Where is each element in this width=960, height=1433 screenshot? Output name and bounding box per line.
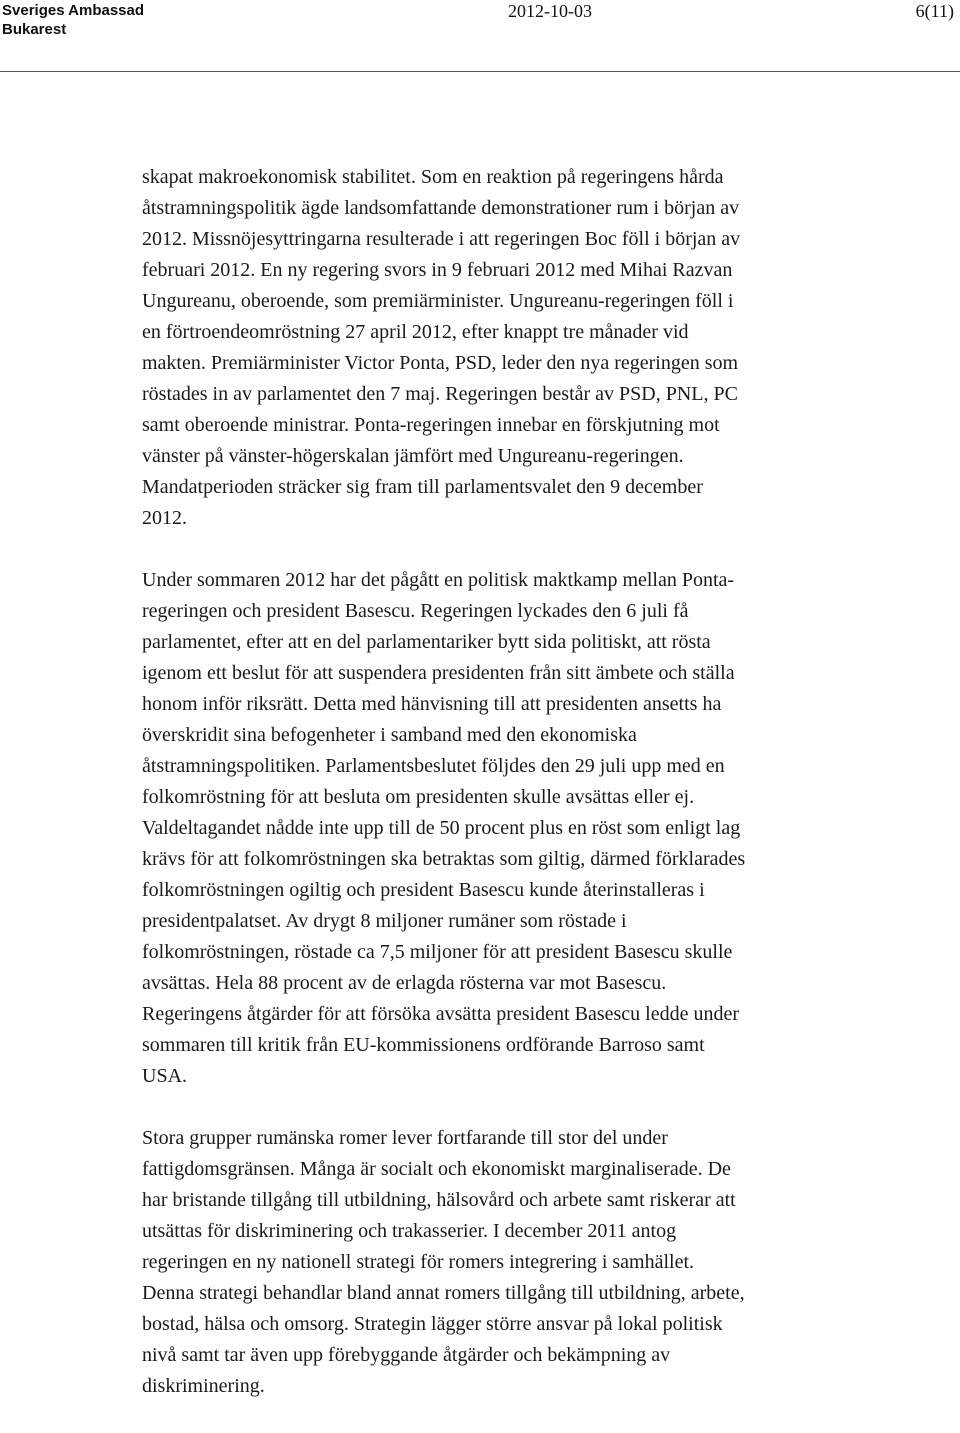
text-line: samt oberoende ministrar. Ponta-regeringen innebar en förskjutning mot [142, 414, 720, 436]
paragraph-1 [142, 162, 847, 534]
text-line: Under sommaren 2012 har det pågått en politisk maktkamp mellan Ponta- [142, 569, 735, 591]
sender-name: Sveriges Ambassad [2, 2, 145, 19]
text-line: regeringen en ny nationell strategi för romers integrering i samhället. [142, 1251, 695, 1273]
text-line: har bristande tillgång till utbildning, hälsovård och arbete samt riskerar att [142, 1189, 736, 1211]
text-line: vänster på vänster-högerskalan jämfört med Ungureanu-regeringen. [142, 445, 684, 467]
text-line: krävs för att folkomröstningen ska betraktas som giltig, därmed förklarades [142, 848, 746, 870]
page-header [0, 0, 960, 44]
text-line: överskridit sina befogenheter i samband med den ekonomiska [142, 724, 637, 746]
text-line: avsättas. Hela 88 procent av de erlagda rösterna var mot Basescu. [142, 972, 667, 994]
text-line: honom inför riksrätt. Detta med hänvisning till att presidenten ansetts ha [142, 693, 722, 715]
text-line: skapat makroekonomisk stabilitet. Som en reaktion på regeringens hårda [142, 166, 724, 188]
text-line: Ungureanu, oberoende, som premiärminister. Ungureanu-regeringen föll i [142, 290, 734, 312]
paragraph-3 [142, 1123, 847, 1402]
text-line: Mandatperioden sträcker sig fram till parlamentsvalet den 9 december [142, 476, 703, 498]
text-line: diskriminering. [142, 1375, 265, 1397]
text-line: 2012. Missnöjesyttringarna resulterade i att regeringen Boc föll i början av [142, 228, 741, 250]
text-line: makten. Premiärminister Victor Ponta, PSD, leder den nya regeringen som [142, 352, 739, 374]
text-line: sommaren till kritik från EU-kommissionens ordförande Barroso samt [142, 1034, 705, 1056]
text-line: bostad, hälsa och omsorg. Strategin lägger större ansvar på lokal politisk [142, 1313, 723, 1335]
text-line: parlamentet, efter att en del parlamentariker bytt sida politiskt, att rösta [142, 631, 711, 653]
text-line: röstades in av parlamentet den 7 maj. Regeringen består av PSD, PNL, PC [142, 383, 738, 405]
text-line: Stora grupper rumänska romer lever fortfarande till stor del under [142, 1127, 668, 1149]
text-line: Denna strategi behandlar bland annat romers tillgång till utbildning, arbete, [142, 1282, 745, 1304]
sender-city: Bukarest [2, 21, 67, 38]
text-line: presidentpalatset. Av drygt 8 miljoner rumäner som röstade i [142, 910, 627, 932]
text-line: folkomröstningen ogiltig och president Basescu kunde återinstalleras i [142, 879, 705, 901]
text-line: utsättas för diskriminering och trakasserier. I december 2011 antog [142, 1220, 677, 1242]
text-line: Regeringens åtgärder för att försöka avsätta president Basescu ledde under [142, 1003, 739, 1025]
text-line: Valdeltagandet nådde inte upp till de 50 procent plus en röst som enligt lag [142, 817, 741, 839]
text-line: 2012. [142, 507, 187, 529]
text-line: åtstramningspolitiken. Parlamentsbeslutet följdes den 29 juli upp med en [142, 755, 725, 777]
text-line: regeringen och president Basescu. Regeringen lyckades den 6 juli få [142, 600, 689, 622]
text-line: en förtroendeomröstning 27 april 2012, efter knappt tre månader vid [142, 321, 689, 343]
page-number: 6(11) [915, 1, 954, 21]
text-line: nivå samt tar även upp förebyggande åtgärder och bekämpning av [142, 1344, 671, 1366]
text-line: folkomröstning för att besluta om presidenten skulle avsättas eller ej. [142, 786, 695, 808]
text-line: februari 2012. En ny regering svors in 9 februari 2012 med Mihai Razvan [142, 259, 733, 281]
sender-block [2, 1, 144, 39]
paragraph-2 [142, 565, 847, 1092]
text-line: igenom ett beslut för att suspendera presidenten från sitt ämbete och ställa [142, 662, 735, 684]
text-line: åtstramningspolitik ägde landsomfattande demonstrationer rum i början av [142, 197, 740, 219]
text-line: USA. [142, 1065, 188, 1087]
header-divider [0, 71, 960, 72]
text-line: fattigdomsgränsen. Många är socialt och ekonomiskt marginaliserade. De [142, 1158, 731, 1180]
document-body [142, 162, 847, 1433]
text-line: folkomröstningen, röstade ca 7,5 miljoner för att president Basescu skulle [142, 941, 733, 963]
document-date: 2012-10-03 [508, 1, 592, 21]
